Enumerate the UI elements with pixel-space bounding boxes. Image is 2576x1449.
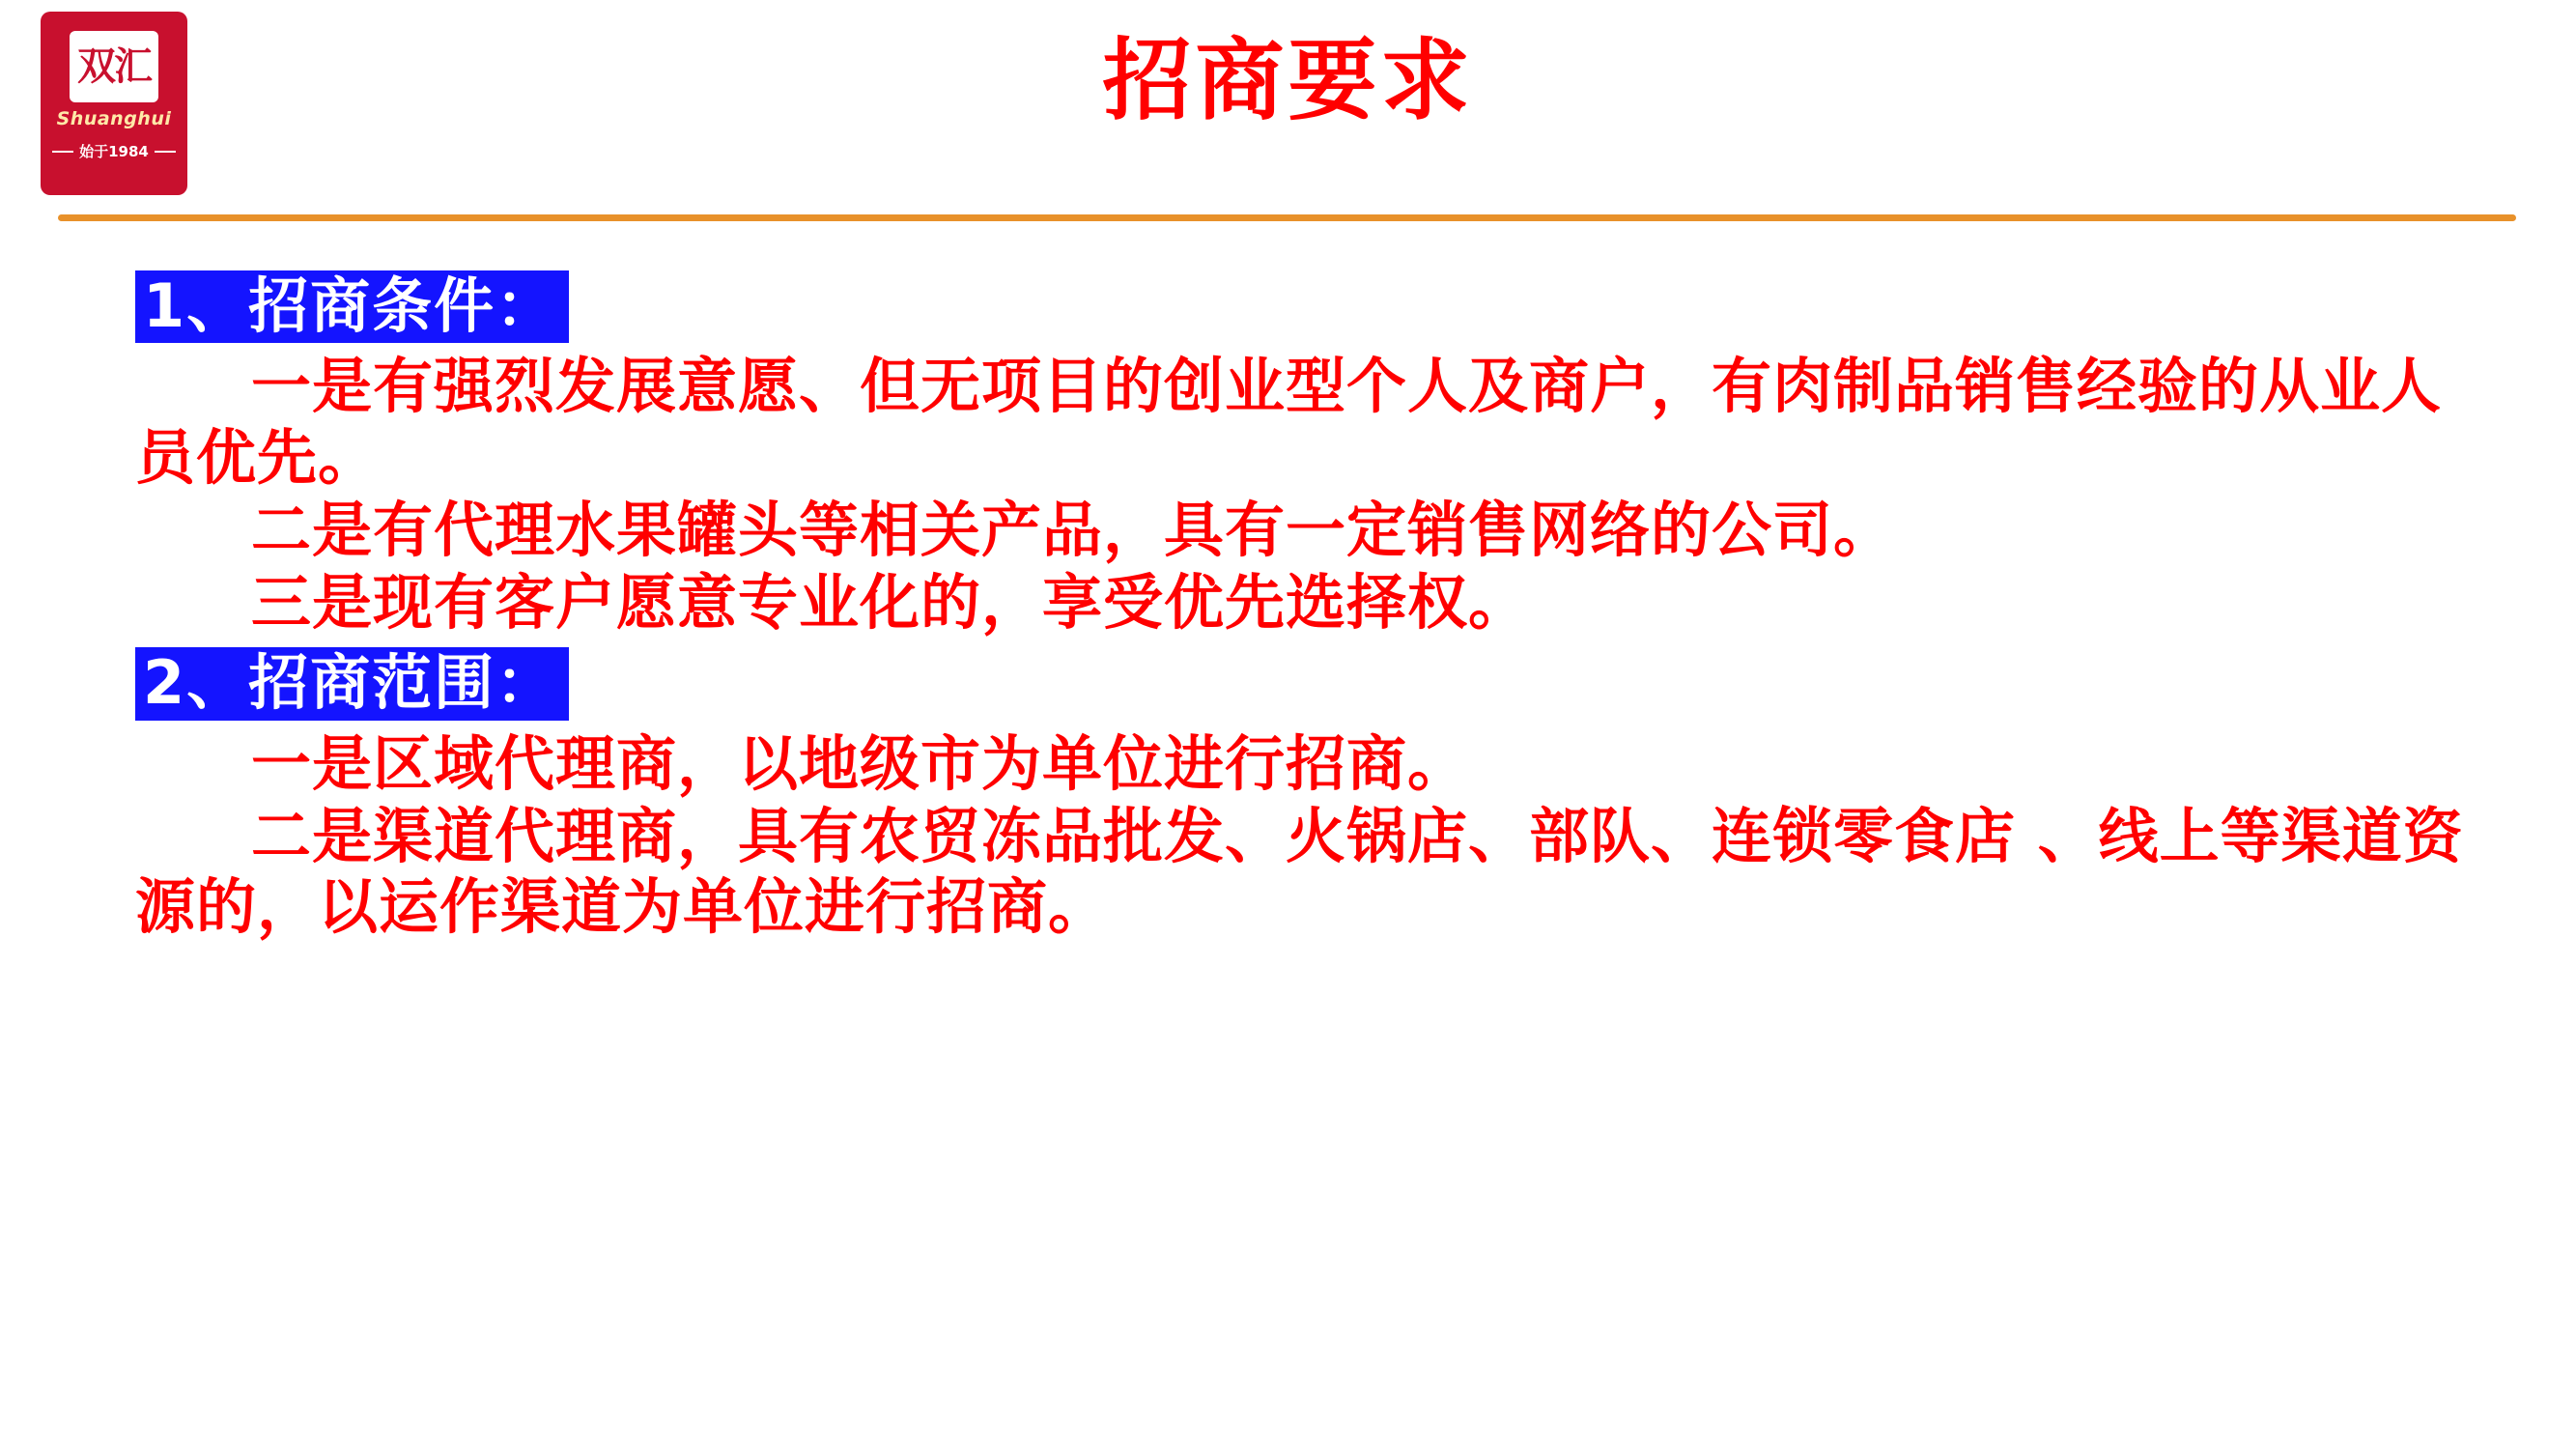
logo-rule-left: [52, 151, 73, 153]
title-divider: [58, 214, 2516, 221]
section-1-paragraph-1: 一是有强烈发展意愿、但无项目的创业型个人及商户，有肉制品销售经验的从业人员优先。: [135, 351, 2443, 493]
section-2-paragraph-1: 一是区域代理商，以地级市为单位进行招商。: [251, 727, 1469, 799]
logo-rule-right: [155, 151, 176, 153]
section-2-heading: 2、招商范围：: [135, 647, 569, 720]
section-1-heading: 1、招商条件：: [135, 270, 569, 343]
section-2-paragraph-2: 二是渠道代理商，具有农贸冻品批发、火锅店、部队、连锁零食店 、线上等渠道资源的，以运作渠道为单位进行招商。: [135, 800, 2464, 942]
section-1-paragraph-3: 三是现有客户愿意专业化的，享受优先选择权。: [251, 566, 1530, 638]
logo-pinyin: Shuanghui: [56, 108, 172, 129]
section-1-paragraph-2: 二是有代理水果罐头等相关产品，具有一定销售网络的公司。: [251, 494, 1895, 565]
slide-body: [135, 270, 2482, 942]
slide-title: 招商要求: [1102, 29, 1474, 132]
section-1: [135, 270, 2482, 638]
logo-since-text: 始于1984: [79, 143, 149, 160]
logo-since-row: [50, 141, 178, 161]
logo-mark-text: 双汇: [77, 44, 151, 89]
section-2: [135, 647, 2482, 942]
